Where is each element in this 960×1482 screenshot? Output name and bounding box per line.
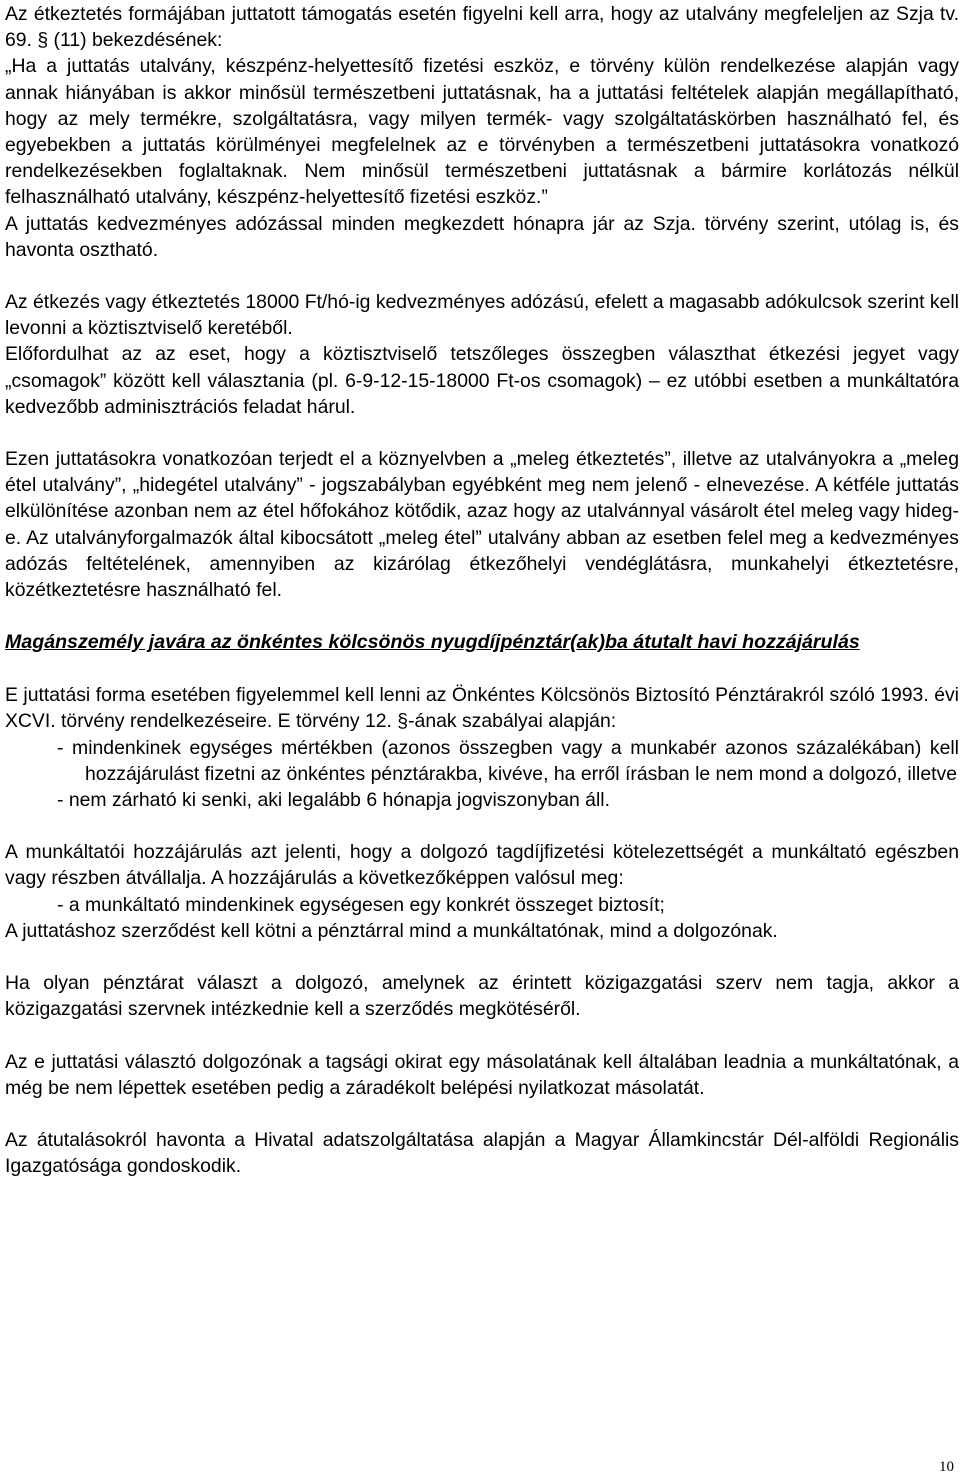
- paragraph-contract: A juttatáshoz szerződést kell kötni a pénztárral mind a munkáltatónak, mind a dolgozónak.: [5, 919, 778, 942]
- paragraph-transfers: Az átutalásokról havonta a Hivatal adatszolgáltatása alapján a Magyar Államkincstár Dél-alföldi Regionális Igazgatósága gondoskodik.: [5, 1128, 959, 1178]
- list-item: - a munkáltató mindenkinek egységesen egy konkrét összeget biztosít;: [57, 893, 665, 916]
- paragraph-quote: „Ha a juttatás utalvány, készpénz-helyettesítő fizetési eszköz, e törvény külön rendelkezése alapján vagy annak hiányában is akkor minősül természetbeni juttatásnak, ha a juttatási feltételek alapján megállapítható, hogy az mely termékre, szolgáltatásra, vagy milyen termék- vagy szolgáltatáskörben használható fel, és egyebekben a juttatás körülményei megfelelnek az e törvényben a természetbeni juttatásokra vonatkozó rendelkezésekben foglaltaknak. Nem minősül természetbeni juttatásnak a bármire korlátozás nélkül felhasználható utalvány, készpénz-helyettesítő fizetési eszköz.”: [5, 55, 959, 209]
- section-heading: Magánszemély javára az önkéntes kölcsönös nyugdíjpénztár(ak)ba átutalt havi hozzájárulás: [5, 631, 860, 654]
- paragraph-warm-meal: Ezen juttatásokra vonatkozóan terjedt el a köznyelvben a „meleg étkeztetés”, illetve az utalványokra a „meleg étel utalvány”, „hidegétel utalvány” - jogszabályban egyébként meg nem jelenő - elnevezése. A kétféle juttatás elkülönítése azonban nem az étel hőfokához kötődik, azaz hogy az utalvánnyal vásárolt étel meleg vagy hideg-e. Az utalványforgalmazók által kibocsátott „meleg étel” utalvány abban az esetben felel meg a kedvezményes adózás feltételének, amennyiben az kizárólag étkezőhelyi vendéglátásra, munkahelyi étkeztetésre, közétkeztetésre használható fel.: [5, 448, 959, 602]
- paragraph-employer-contribution: A munkáltatói hozzájárulás azt jelenti, hogy a dolgozó tagdíjfizetési kötelezettségét a munkáltató egészben vagy részben átvállalja. A hozzájárulás a következőképpen valósul meg:: [5, 841, 959, 890]
- paragraph-membership: Az e juttatási választó dolgozónak a tagsági okirat egy másolatának kell általában leadnia a munkáltatónak, a még be nem lépettek esetében pedig a záradékolt belépési nyilatkozat másolatát.: [5, 1050, 959, 1099]
- paragraph-packages: Előfordulhat az az eset, hogy a köztisztviselő tetszőleges összegben választhat étkezési jegyet vagy „csomagok” között kell választania (pl. 6-9-12-15-18000 Ft-os csomagok) – ez utóbbi esetben a munkáltatóra kedvezőbb adminisztrációs feladat hárul.: [5, 343, 959, 418]
- paragraph-monthly: A juttatás kedvezményes adózással minden megkezdett hónapra jár az Szja. törvény szerint, utólag is, és havonta osztható.: [5, 212, 959, 261]
- list-item: - nem zárható ki senki, aki legalább 6 hónapja jogviszonyban áll.: [57, 789, 610, 812]
- paragraph-intro: Az étkeztetés formájában juttatott támogatás esetén figyelni kell arra, hogy az utalvány megfeleljen az Szja tv. 69. § (11) bekezdésének:: [5, 3, 959, 52]
- paragraph-meal-limit: Az étkezés vagy étkeztetés 18000 Ft/hó-ig kedvezményes adózású, efelett a magasabb adókulcsok szerint kell levonni a köztisztviselő keretéből.: [5, 291, 959, 340]
- page-number: 10: [939, 1459, 954, 1475]
- paragraph-pension-intro: E juttatási forma esetében figyelemmel kell lenni az Önkéntes Kölcsönös Biztosító Pénztárakról szóló 1993. évi XCVI. törvény rendelkezéseire. E törvény 12. §-ának szabályai alapján:: [5, 684, 959, 733]
- paragraph-fund-choice: Ha olyan pénztárat választ a dolgozó, amelynek az érintett közigazgatási szerv nem tagja, akkor a közigazgatási szervnek intézkednie kell a szerződés megkötéséről.: [5, 972, 959, 1021]
- list-item: - mindenkinek egységes mértékben (azonos összegben vagy a munkabér azonos százalékában) kell hozzájárulást fizetni az önkéntes pénztárakba, kivéve, ha erről írásban le nem mond a dolgozó, illetve: [57, 736, 959, 785]
- document-page: [5, 0, 959, 1179]
